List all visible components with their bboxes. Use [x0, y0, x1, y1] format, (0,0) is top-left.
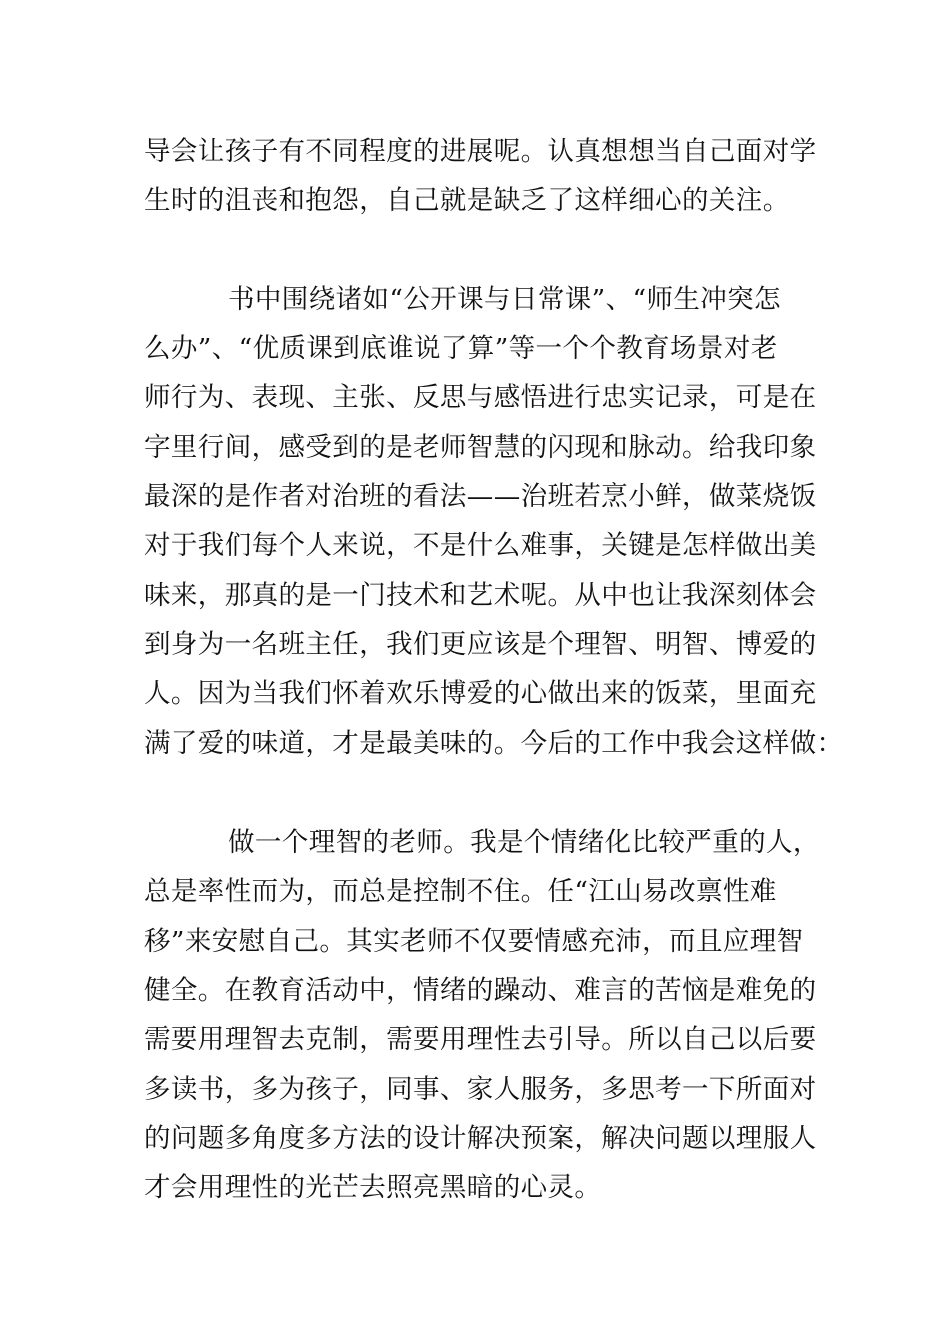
paragraph-1-line-2: 生时的沮丧和抱怨，自己就是缺乏了这样细心的关注。 [144, 185, 790, 216]
paragraph-3-line-3: 移”来安慰自己。其实老师不仅要情感充沛，而且应理智 [144, 926, 804, 957]
paragraph-2-line-6: 对于我们每个人来说，不是什么难事，关键是怎样做出美 [144, 530, 817, 561]
paragraph-3-line-6: 多读书，多为孩子，同事、家人服务，多思考一下所面对 [144, 1074, 817, 1105]
paragraph-3-line-4: 健全。在教育活动中，情绪的躁动、难言的苦恼是难免的 [144, 975, 817, 1006]
paragraph-3-line-8: 才会用理性的光芒去照亮黑暗的心灵。 [144, 1172, 602, 1203]
paragraph-2-line-4: 字里行间，感受到的是老师智慧的闪现和脉动。给我印象 [144, 432, 817, 463]
paragraph-2-line-3: 师行为、表现、主张、反思与感悟进行忠实记录，可是在 [144, 382, 817, 413]
paragraph-2-line-5: 最深的是作者对治班的看法——治班若烹小鲜，做菜烧饭 [144, 481, 817, 512]
paragraph-2-line-1: 书中围绕诸如“公开课与日常课”、“师生冲突怎 [228, 284, 781, 315]
paragraph-2-line-7: 味来，那真的是一门技术和艺术呢。从中也让我深刻体会 [144, 580, 817, 611]
paragraph-3-line-7: 的问题多角度多方法的设计解决预案，解决问题以理服人 [144, 1123, 817, 1154]
paragraph-2-line-2: 么办”、“优质课到底谁说了算”等一个个教育场景对老 [144, 333, 778, 364]
paragraph-2-line-8: 到身为一名班主任，我们更应该是个理智、明智、博爱的 [144, 629, 817, 660]
paragraph-3-line-5: 需要用理智去克制，需要用理性去引导。所以自己以后要 [144, 1024, 817, 1055]
paragraph-3-line-1: 做一个理智的老师。我是个情绪化比较严重的人， [228, 827, 820, 858]
paragraph-1-line-1: 导会让孩子有不同程度的进展呢。认真想想当自己面对学 [144, 136, 817, 167]
paragraph-3-line-2: 总是率性而为，而总是控制不住。任“江山易改禀性难 [144, 876, 777, 907]
paragraph-2-line-10: 满了爱的味道，才是最美味的。今后的工作中我会这样做： [144, 728, 844, 759]
paragraph-2-line-9: 人。因为当我们怀着欢乐博爱的心做出来的饭菜，里面充 [144, 678, 817, 709]
